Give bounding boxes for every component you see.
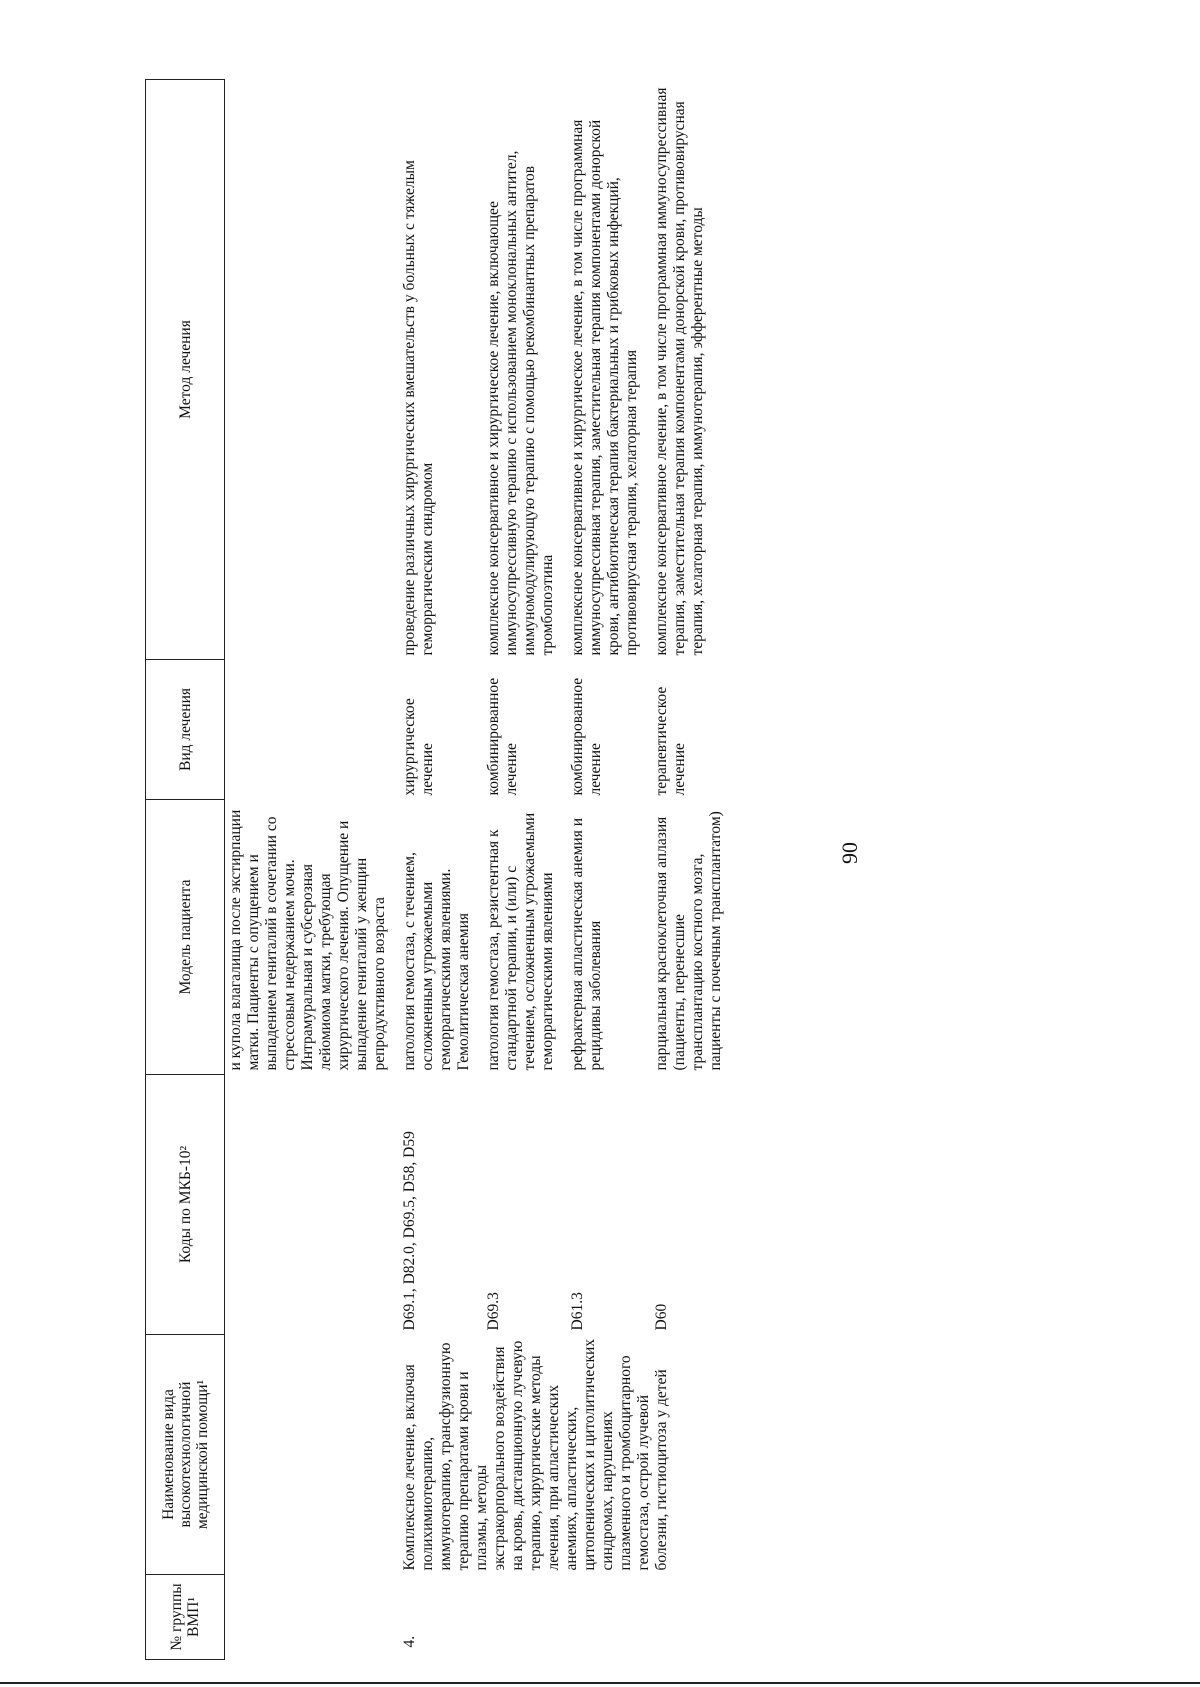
cell-treatment-type: комбинированное лечение bbox=[569, 677, 604, 796]
cell-patient-model: и купола влагалища после экстирпации матки. Пациенты с опущением и выпадением гениталий в сочетании со стрессовым недержанием мочи. Интрамуральная и субсерозная лейомиома матки, требующая хирургического лечения. Опущение и выпадение гениталий у женщин репродуктивного возраста bbox=[227, 809, 388, 1071]
table-row bbox=[399, 80, 483, 1660]
cell-treatment-type: хирургическое лечение bbox=[401, 698, 436, 796]
rotated-table-container bbox=[145, 80, 1045, 1660]
cell-care-name bbox=[225, 1335, 400, 1575]
page-bottom-rule bbox=[0, 1682, 1200, 1684]
cell-treatment-method: комплексное консервативное лечение, в том числе программная иммуносупрессивная терапия, заместительная терапия компонентами донорской крови, противовирусная терапия, хелаторная терапия, иммунотерапия, эфферентные методы bbox=[653, 87, 706, 656]
cell-treatment-method: комплексное консервативное и хирургическое лечение, в том числе программная иммуносупрессивная терапия, заместительная терапия компонентами донорской крови, антибиотическая терапия бактериальных и грибковых инфекций, противовирусная терапия, хелаторная терапия bbox=[569, 119, 640, 656]
header-treatment-type: Вид лечения bbox=[146, 660, 225, 800]
table-row bbox=[225, 80, 400, 1660]
cell-patient-model: рефрактерная апластическая анемия и рецидивы заболевания bbox=[569, 817, 604, 1071]
cell-group-number: 4. bbox=[401, 1635, 418, 1648]
page-number: 90 bbox=[837, 842, 862, 864]
cell-icd-codes bbox=[225, 1075, 400, 1335]
cell-group-number bbox=[225, 1575, 400, 1660]
cell-treatment-method bbox=[225, 80, 400, 660]
cell-treatment-type: терапевтическое лечение bbox=[653, 686, 688, 796]
cell-treatment-method: комплексное консервативное и хирургическое лечение, включающее иммуносупрессивную терапию с использованием моноклональных антител, иммуномодулирующую терапию с помощью рекомбинантных препаратов тромбопоэтина bbox=[485, 150, 556, 656]
cell-icd-codes: D69.1, D82.0, D69.5, D58, D59 bbox=[401, 1131, 418, 1331]
header-group-number: № группы ВМП¹ bbox=[146, 1575, 225, 1660]
cell-patient-model: парциальная красноклеточная аплазия (пациенты, перенесшие трансплантацию костного мозга, пациенты с почечным трансплантатом) bbox=[653, 811, 724, 1071]
table-header-row bbox=[146, 80, 225, 1660]
cell-group-number bbox=[567, 1575, 651, 1660]
cell-patient-model: патология гемостаза, с течением, осложненным угрожаемыми геморрагическими явлениями. Гемолитическая анемия bbox=[401, 852, 472, 1071]
cell-icd-codes: D61.3 bbox=[569, 1292, 586, 1331]
treatment-table bbox=[145, 79, 735, 1660]
cell-group-number bbox=[483, 1575, 567, 1660]
cell-icd-codes: D60 bbox=[653, 1303, 670, 1331]
cell-treatment-type: комбинированное лечение bbox=[485, 677, 520, 796]
cell-treatment-method: проведение различных хирургических вмешательств у больных с тяжелым геморрагическим синдромом bbox=[401, 160, 436, 656]
header-patient-model: Модель пациента bbox=[146, 800, 225, 1075]
header-icd-codes: Коды по МКБ-10² bbox=[146, 1075, 225, 1335]
cell-group-number bbox=[651, 1575, 735, 1660]
header-care-name: Наименование вида высокотехнологичной медицинской помощи¹ bbox=[146, 1335, 225, 1575]
cell-care-name: Комплексное лечение, включая полихимиотерапию, иммунотерапию, трансфузионную терапию препаратами крови и плазмы, методы экстракорпорального воздействия на кровь, дистанционную лучевую терапию, хирургические методы лечения, при апластических анемиях, апластических, цитопенических и цитолитических синдромах, нарушениях плазменного и тромбоцитарного гемостаза, острой лучевой болезни, гистиоцитоза у детей bbox=[401, 1338, 670, 1571]
cell-treatment-type bbox=[225, 660, 400, 800]
cell-icd-codes: D69.3 bbox=[485, 1292, 502, 1331]
cell-patient-model: патология гемостаза, резистентная к стандартной терапии, и (или) с течением, осложненным угрожаемыми геморрагическими явлениями bbox=[485, 812, 556, 1071]
header-treatment-method: Метод лечения bbox=[146, 80, 225, 660]
